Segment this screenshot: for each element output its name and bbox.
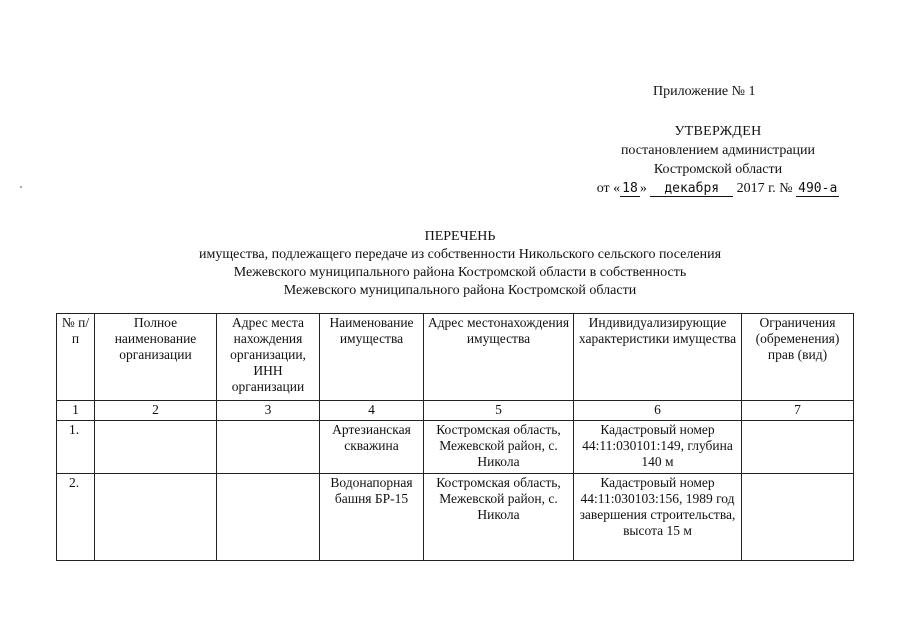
approval-date-line: [568, 179, 868, 198]
header-cell: Адрес местонахождения имущества: [424, 314, 574, 401]
approved-heading: УТВЕРЖДЕН: [674, 124, 762, 139]
title-main: ПЕРЕЧЕНЬ: [424, 229, 496, 244]
index-cell: 6: [574, 401, 742, 421]
title-line-1: имущества, подлежащего передаче из собственности Никольского сельского поселения: [198, 247, 722, 262]
scan-speck: [20, 186, 22, 188]
header-cell: Ограничения (обременения) прав (вид): [742, 314, 854, 401]
date-prefix: от «: [596, 181, 621, 196]
header-cell: Наименование имущества: [320, 314, 424, 401]
property-name-cell: Артезианская скважина: [320, 421, 424, 474]
org-address-cell: [217, 421, 320, 474]
appendix-label: Приложение № 1: [653, 84, 756, 99]
header-cell: Индивидуализирующие характеристики имущества: [574, 314, 742, 401]
index-cell: 7: [742, 401, 854, 421]
row-number: 2.: [57, 474, 95, 561]
index-cell: 3: [217, 401, 320, 421]
index-cell: 2: [95, 401, 217, 421]
document-title: [150, 228, 770, 300]
property-address-cell: Костромская область, Межевской район, с. Никола: [424, 474, 574, 561]
index-cell: 5: [424, 401, 574, 421]
title-line-3: Межевского муниципального района Костромской области: [283, 283, 637, 298]
header-cell: Адрес места нахождения организации, ИНН организации: [217, 314, 320, 401]
characteristics-cell: Кадастровый номер 44:11:030101:149, глубина 140 м: [574, 421, 742, 474]
table-header-row: [57, 314, 854, 401]
date-mid: »: [639, 181, 647, 196]
date-year: 2017 г. №: [736, 181, 793, 196]
org-name-cell: [95, 421, 217, 474]
approval-line-1: постановлением администрации: [620, 143, 816, 158]
decree-number: 490-а: [798, 181, 838, 196]
index-cell: 4: [320, 401, 424, 421]
date-day: 18: [622, 181, 638, 196]
property-name-cell: Водонапорная башня БР-15: [320, 474, 424, 561]
approval-line-2: Костромской области: [653, 162, 783, 177]
row-number: 1.: [57, 421, 95, 474]
table-row: [57, 421, 854, 474]
characteristics-cell: Кадастровый номер 44:11:030103:156, 1989 год завершения строительства, высота 15 м: [574, 474, 742, 561]
header-cell: № п/п: [57, 314, 95, 401]
property-address-cell: Костромская область, Межевской район, с. Никола: [424, 421, 574, 474]
restrictions-cell: [742, 474, 854, 561]
date-month: декабря: [650, 181, 733, 197]
approval-block: [568, 122, 868, 198]
table-index-row: [57, 401, 854, 421]
title-line-2: Межевского муниципального района Костромской области в собственность: [233, 265, 687, 280]
org-address-cell: [217, 474, 320, 561]
property-table: [56, 313, 854, 561]
header-cell: Полное наименование организации: [95, 314, 217, 401]
index-cell: 1: [57, 401, 95, 421]
restrictions-cell: [742, 421, 854, 474]
table-row: [57, 474, 854, 561]
org-name-cell: [95, 474, 217, 561]
